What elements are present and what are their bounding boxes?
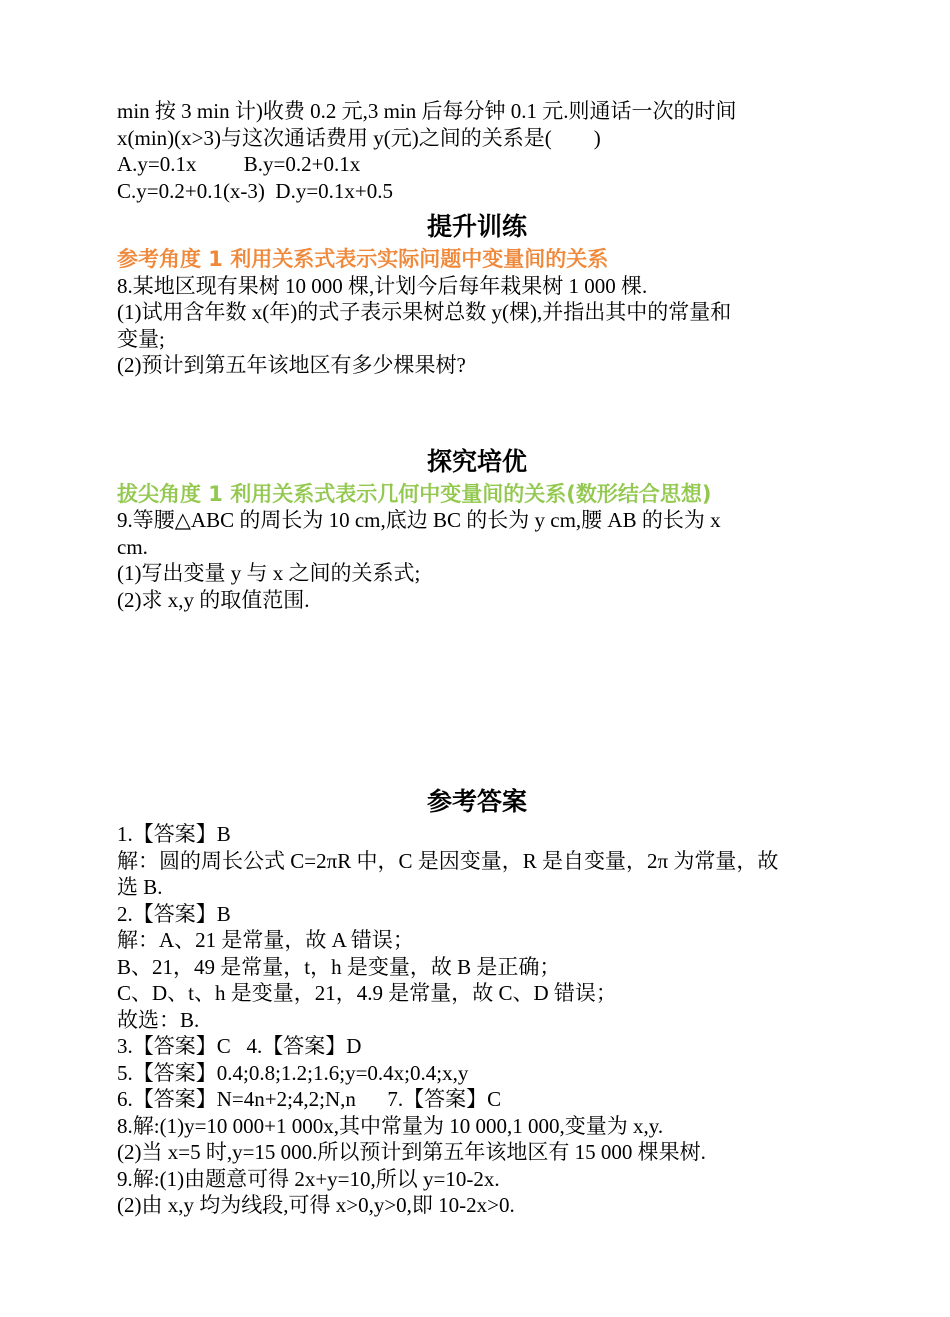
answer-line: 解：A、21 是常量，故 A 错误；	[117, 928, 414, 952]
question-7-continued	[117, 98, 837, 204]
q8-stem: 8.某地区现有果树 10 000 棵,计划今后每年栽果树 1 000 棵.	[117, 273, 648, 298]
document-page	[117, 98, 837, 1219]
answers-title: 参考答案	[426, 787, 527, 816]
answer-line: 2.【答案】B	[117, 901, 231, 926]
answer-line: 3.【答案】C 4.【答案】D	[117, 1034, 362, 1058]
section-title-explore: 探究培优	[426, 446, 527, 476]
answer-line: 5.【答案】0.4;0.8;1.2;1.6;y=0.4x;0.4;x,y	[117, 1060, 469, 1085]
q8-part-1-line-1: (1)试用含年数 x(年)的式子表示果树总数 y(棵),并指出其中的常量和	[117, 300, 732, 324]
section-subtitle-improve: 参考角度 1 利用关系式表示实际问题中变量间的关系	[117, 247, 609, 271]
q7-text-line-1: min 按 3 min 计)收费 0.2 元,3 min 后每分钟 0.1 元.则通话一次的时间	[117, 99, 737, 123]
q9-part-2: (2)求 x,y 的取值范围.	[117, 587, 310, 612]
q8-part-1-line-2: 变量;	[117, 326, 165, 351]
section-title-improve: 提升训练	[426, 212, 527, 241]
answer-line: (2)由 x,y 均为线段,可得 x>0,y>0,即 10-2x>0.	[117, 1193, 515, 1217]
answer-line: 故选：B.	[117, 1007, 200, 1032]
q7-text-line-2: x(min)(x>3)与这次通话费用 y(元)之间的关系是( )	[117, 125, 601, 150]
answer-line: 1.【答案】B	[117, 822, 231, 846]
answer-line: 8.解:(1)y=10 000+1 000x,其中常量为 10 000,1 000,变量为 x,y.	[117, 1113, 664, 1138]
answer-line: (2)当 x=5 时,y=15 000.所以预计到第五年该地区有 15 000 棵果树.	[117, 1140, 706, 1164]
question-9	[117, 507, 837, 613]
answer-line: C、D、t、h 是变量，21，4.9 是常量，故 C、D 错误；	[117, 981, 617, 1005]
answer-line: 9.解:(1)由题意可得 2x+y=10,所以 y=10-2x.	[117, 1166, 500, 1191]
answers-list	[117, 821, 837, 1219]
answer-space	[117, 379, 837, 439]
answer-line: B、21，49 是常量，t，h 是变量，故 B 是正确；	[117, 954, 561, 979]
answer-line: 选 B.	[117, 875, 163, 899]
answer-line: 解：圆的周长公式 C=2πR 中，C 是因变量，R 是自变量，2π 为常量，故	[117, 848, 779, 873]
answer-line: 6.【答案】N=4n+2;4,2;N,n 7.【答案】C	[117, 1087, 502, 1111]
q9-stem-line-2: cm.	[117, 534, 148, 559]
section-subtitle-explore: 拔尖角度 1 利用关系式表示几何中变量间的关系(数形结合思想)	[117, 481, 712, 506]
answer-space	[117, 613, 837, 779]
q9-stem-line-1: 9.等腰△ABC 的周长为 10 cm,底边 BC 的长为 y cm,腰 AB 的长为 x	[117, 508, 721, 532]
question-8	[117, 273, 837, 379]
q7-options-ab: A.y=0.1x B.y=0.2+0.1x	[117, 152, 361, 176]
q7-options-cd: C.y=0.2+0.1(x-3) D.y=0.1x+0.5	[117, 178, 394, 203]
q9-part-1: (1)写出变量 y 与 x 之间的关系式;	[117, 561, 421, 585]
q8-part-2: (2)预计到第五年该地区有多少棵果树?	[117, 353, 466, 377]
